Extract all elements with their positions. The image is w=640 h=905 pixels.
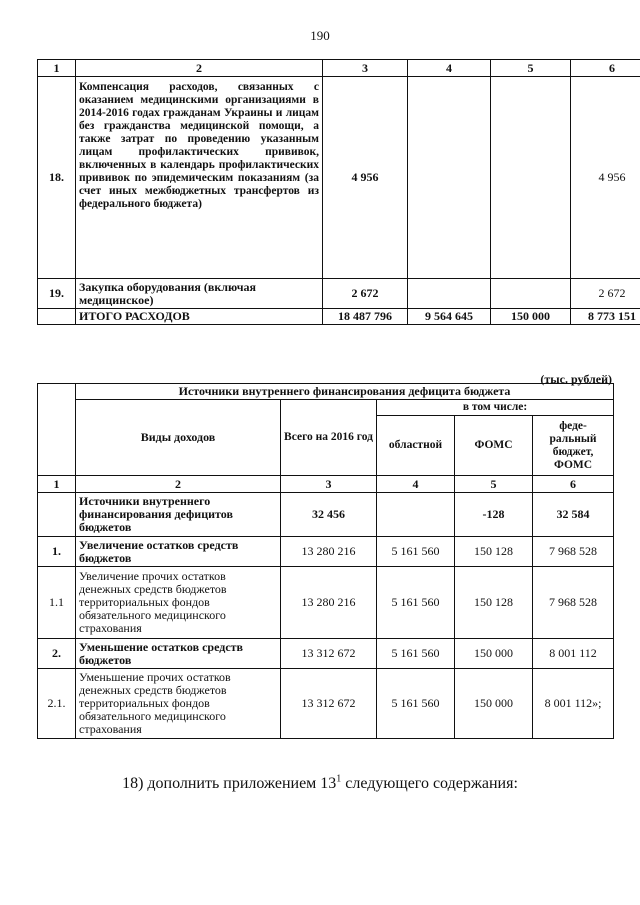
table-row: [38, 493, 614, 537]
row-total: 4 956: [323, 77, 408, 279]
units-label: (тыс. рублей): [540, 372, 612, 386]
col-number: 2: [76, 476, 281, 493]
table-row: [38, 279, 640, 309]
col-number: 4: [408, 60, 491, 77]
amendment-text-start: 18) дополнить приложением 13: [122, 775, 337, 792]
table-row: [38, 537, 614, 567]
col-number: 6: [571, 60, 640, 77]
amendment-text: [0, 775, 640, 793]
row-federal: 8 001 112: [533, 639, 614, 669]
column-numbers-row: [38, 476, 614, 493]
col-number: 3: [323, 60, 408, 77]
row-name: Уменьшение остатков средств бюджетов: [76, 639, 281, 669]
col-number: 2: [76, 60, 323, 77]
row-foms: 150 000: [455, 669, 533, 739]
col-number: 4: [377, 476, 455, 493]
expenses-table: [37, 59, 640, 325]
row-foms: 150 000: [491, 309, 571, 325]
row-number: 18.: [38, 77, 76, 279]
table-row: [38, 639, 614, 669]
row-foms: 150 000: [455, 639, 533, 669]
table-title: Источники внутреннего финансирования дефицита бюджета: [76, 384, 614, 400]
col-total-header: Всего на 2016 год: [281, 400, 377, 476]
col-federal-header: феде-ральный бюджет, ФОМС: [533, 416, 614, 476]
table-row: [38, 77, 640, 279]
row-federal: 7 968 528: [533, 567, 614, 639]
row-regional: 5 161 560: [377, 567, 455, 639]
col-regional-header: областной: [377, 416, 455, 476]
col-number: 5: [491, 60, 571, 77]
row-total: 2 672: [323, 279, 408, 309]
col-foms-header: ФОМС: [455, 416, 533, 476]
row-regional: [377, 493, 455, 537]
row-federal: 32 584: [533, 493, 614, 537]
row-number: 1.1: [38, 567, 76, 639]
row-total: 13 280 216: [281, 567, 377, 639]
table-title-row: [38, 384, 614, 400]
row-name: Закупка оборудования (включая медицинское): [76, 279, 323, 309]
page-number: 190: [310, 28, 330, 43]
col-number: 3: [281, 476, 377, 493]
row-number: [38, 309, 76, 325]
financing-sources-table: [37, 383, 614, 739]
row-total: 13 312 672: [281, 639, 377, 669]
row-foms: [491, 279, 571, 309]
row-number: 2.: [38, 639, 76, 669]
row-regional: 5 161 560: [377, 669, 455, 739]
row-federal: 7 968 528: [533, 537, 614, 567]
row-name: Уменьшение прочих остатков денежных средств бюджетов территориальных фондов обязательного медицинского страхования: [76, 669, 281, 739]
row-name: Увеличение прочих остатков денежных средств бюджетов территориальных фондов обязательного медицинского страхования: [76, 567, 281, 639]
row-number: [38, 493, 76, 537]
row-total: 13 280 216: [281, 537, 377, 567]
col-kind-header: Виды доходов: [76, 400, 281, 476]
col-including-header: в том числе:: [377, 400, 614, 416]
row-number: 2.1.: [38, 669, 76, 739]
row-regional: 5 161 560: [377, 537, 455, 567]
amendment-text-end: следующего содержания:: [341, 775, 518, 792]
row-name: ИТОГО РАСХОДОВ: [76, 309, 323, 325]
row-federal: 8 773 151: [571, 309, 640, 325]
row-regional: 5 161 560: [377, 639, 455, 669]
table-row: [38, 567, 614, 639]
row-regional: [408, 77, 491, 279]
row-federal: 8 001 112»;: [533, 669, 614, 739]
total-row: [38, 309, 640, 325]
empty-cell: [38, 384, 76, 476]
row-regional: [408, 279, 491, 309]
row-foms: [491, 77, 571, 279]
row-number: 19.: [38, 279, 76, 309]
col-number: 5: [455, 476, 533, 493]
row-name: Компенсация расходов, связанных с оказанием медицинскими организациями в 2014-2016 годах гражданам Украины и лицам без гражданства медицинской помощи, а также затрат по проведению указанным лицам профилактических прививок, включенных в календарь профилактических прививок по эпидемическим показаниям (за счет иных межбюджетных трансфертов из федерального бюджета): [76, 77, 323, 279]
col-number: 1: [38, 476, 76, 493]
row-name: Увеличение остатков средств бюджетов: [76, 537, 281, 567]
amendment-superscript: 1: [336, 773, 342, 785]
table-row: [38, 669, 614, 739]
row-foms: 150 128: [455, 567, 533, 639]
row-total: 18 487 796: [323, 309, 408, 325]
row-federal: 2 672: [571, 279, 640, 309]
col-number: 1: [38, 60, 76, 77]
row-regional: 9 564 645: [408, 309, 491, 325]
row-federal: 4 956: [571, 77, 640, 279]
header-row: [38, 400, 614, 416]
row-foms: 150 128: [455, 537, 533, 567]
row-total: 13 312 672: [281, 669, 377, 739]
row-foms: -128: [455, 493, 533, 537]
col-number: 6: [533, 476, 614, 493]
column-numbers-row: [38, 60, 640, 77]
row-total: 32 456: [281, 493, 377, 537]
row-name: Источники внутреннего финансирования дефицитов бюджетов: [76, 493, 281, 537]
row-number: 1.: [38, 537, 76, 567]
